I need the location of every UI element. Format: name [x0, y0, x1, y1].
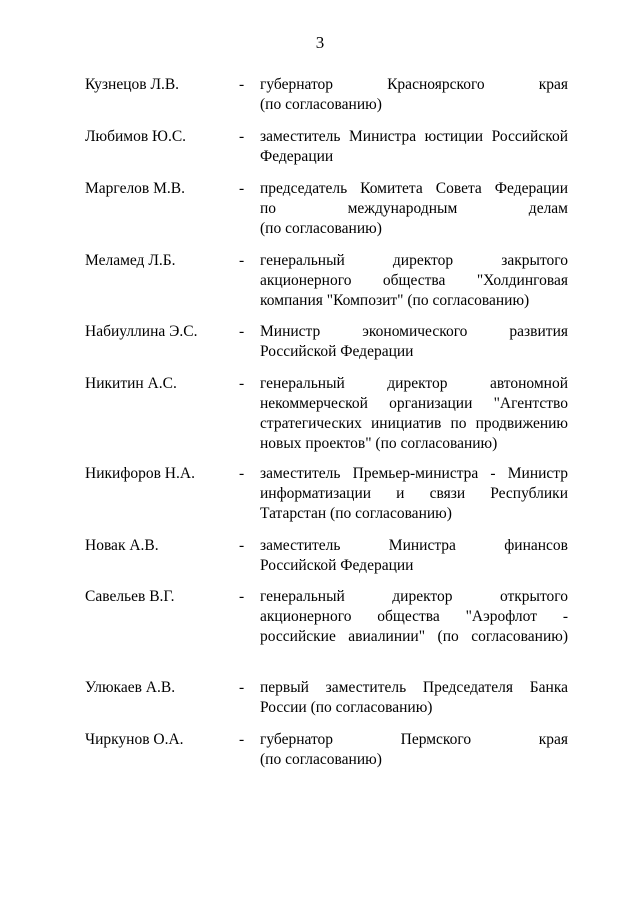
description-line: российские авиалинии" (по согласованию): [260, 628, 568, 645]
description-line: Федерации: [260, 148, 334, 165]
description-line: некоммерческой организации "Агентство: [260, 395, 568, 412]
description-line: генеральный директор закрытого: [260, 252, 568, 269]
separator-dash: -: [239, 537, 245, 554]
description-line: губернатор Красноярского края: [260, 76, 568, 93]
description-line: Татарстан (по согласованию): [260, 505, 452, 522]
separator-dash: -: [239, 731, 245, 748]
position-description: [260, 75, 568, 115]
position-description: [260, 179, 568, 239]
person-name: Савельев В.Г.: [85, 588, 175, 605]
separator-dash: -: [239, 128, 245, 145]
description-line: (по согласованию): [260, 751, 382, 768]
description-line: генеральный директор открытого: [260, 588, 568, 605]
person-name: Чиркунов О.А.: [85, 731, 184, 748]
position-description: [260, 587, 568, 647]
position-description: [260, 322, 568, 362]
position-description: [260, 730, 568, 770]
separator-dash: -: [239, 323, 245, 340]
description-line: заместитель Министра юстиции Российской: [260, 128, 568, 145]
separator-dash: -: [239, 180, 245, 197]
description-line: по международным делам: [260, 200, 568, 217]
description-line: информатизации и связи Республики: [260, 485, 568, 502]
description-line: (по согласованию): [260, 220, 382, 237]
description-line: (по согласованию): [260, 96, 382, 113]
separator-dash: -: [239, 252, 245, 269]
description-line: заместитель Министра финансов: [260, 537, 568, 554]
description-line: губернатор Пермского края: [260, 731, 568, 748]
person-name: Маргелов М.В.: [85, 180, 185, 197]
position-description: [260, 464, 568, 524]
separator-dash: -: [239, 679, 245, 696]
description-line: Российской Федерации: [260, 343, 414, 360]
description-line: акционерного общества "Аэрофлот -: [260, 608, 568, 625]
description-line: стратегических инициатив по продвижению: [260, 415, 568, 432]
person-name: Улюкаев А.В.: [85, 679, 176, 696]
description-line: заместитель Премьер-министра - Министр: [260, 465, 568, 482]
description-line: Российской Федерации: [260, 557, 414, 574]
description-line: генеральный директор автономной: [260, 375, 568, 392]
description-line: компания "Композит" (по согласованию): [260, 292, 530, 309]
description-line: новых проектов" (по согласованию): [260, 435, 498, 452]
person-name: Любимов Ю.С.: [85, 128, 187, 145]
person-name: Никитин А.С.: [85, 375, 177, 392]
separator-dash: -: [239, 588, 245, 605]
person-name: Никифоров Н.А.: [85, 465, 195, 482]
position-description: [260, 127, 568, 167]
separator-dash: -: [239, 465, 245, 482]
description-line: Министр экономического развития: [260, 323, 568, 340]
page-number: 3: [315, 33, 325, 52]
position-description: [260, 536, 568, 576]
separator-dash: -: [239, 375, 245, 392]
position-description: [260, 251, 568, 311]
description-line: акционерного общества "Холдинговая: [260, 272, 568, 289]
description-line: России (по согласованию): [260, 699, 433, 716]
person-name: Кузнецов Л.В.: [85, 76, 180, 93]
description-line: первый заместитель Председателя Банка: [260, 679, 568, 696]
separator-dash: -: [239, 76, 245, 93]
description-line: председатель Комитета Совета Федерации: [260, 180, 568, 197]
person-name: Набиуллина Э.С.: [85, 323, 198, 340]
person-name: Меламед Л.Б.: [85, 252, 176, 269]
person-name: Новак А.В.: [85, 537, 159, 554]
position-description: [260, 374, 568, 454]
position-description: [260, 678, 568, 718]
